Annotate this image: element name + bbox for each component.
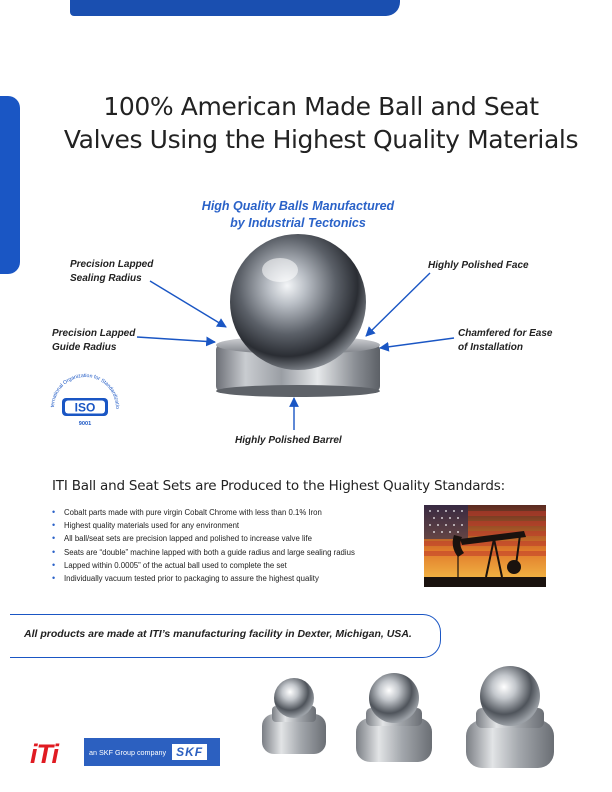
callout-sealing-radius: Precision Lapped Sealing Radius [70,259,154,284]
arrow-polished-face [366,273,430,336]
title-line-2: Valves Using the Highest Quality Materials [63,125,579,154]
list-item: • Cobalt parts made with pure virgin Cobalt Chrome with less than 0.1% Iron [52,506,355,519]
standards-heading: ITI Ball and Seat Sets are Produced to the Highest Quality Standards: [52,478,505,494]
callout-polished-face: Highly Polished Face [428,260,529,271]
product-ball-sets [258,662,558,772]
list-item: • All ball/seat sets are precision lapped and polished to increase valve life [52,532,355,545]
skf-partner-badge [84,738,220,766]
footer-note: All products are made at ITI’s manufacturing facility in Dexter, Michigan, USA. [24,628,412,640]
page-title [30,90,612,156]
list-item: • Highest quality materials used for any environment [52,519,355,532]
flag-oil-pump-photo [424,505,546,587]
svg-text:iTi: iTi [30,739,59,768]
standards-list [52,506,355,585]
iso-arc-text: ternational Organization for Standardizatio [50,372,121,409]
list-item: • Individually vacuum tested prior to packaging to assure the highest quality [52,572,355,585]
title-line-1: 100% American Made Ball and Seat [103,92,539,121]
list-item: • Lapped within 0.0005” of the actual ball used to complete the set [52,559,355,572]
top-blue-tab [70,0,400,16]
side-blue-tab [0,96,20,274]
iso-mark: ISO [74,400,96,415]
skf-logo: SKF [172,744,207,760]
ball-set-medium [356,673,432,762]
arrow-chamfered [380,338,454,348]
iti-logo [28,736,78,768]
ball-set-small [262,678,326,754]
list-item: • Seats are “double” machine lapped with both a guide radius and large sealing radius [52,546,355,559]
iso-9001-badge [40,372,130,434]
subtitle-line-1: High Quality Balls Manufactured [201,199,395,213]
ball-subtitle [168,198,428,232]
callout-chamfered: Chamfered for Ease of Installation [458,328,553,353]
callout-polished-barrel: Highly Polished Barrel [235,435,342,446]
partner-text: an SKF Group company [89,747,167,757]
callout-guide-radius: Precision Lapped Guide Radius [52,328,136,353]
iso-number: 9001 [78,421,92,427]
arrow-guide-radius [137,337,215,342]
valve-seat [216,336,380,397]
arrow-sealing-radius [150,281,226,327]
ball-set-large [466,666,554,768]
valve-ball [230,234,366,370]
subtitle-line-2: by Industrial Tectonics [230,216,366,230]
